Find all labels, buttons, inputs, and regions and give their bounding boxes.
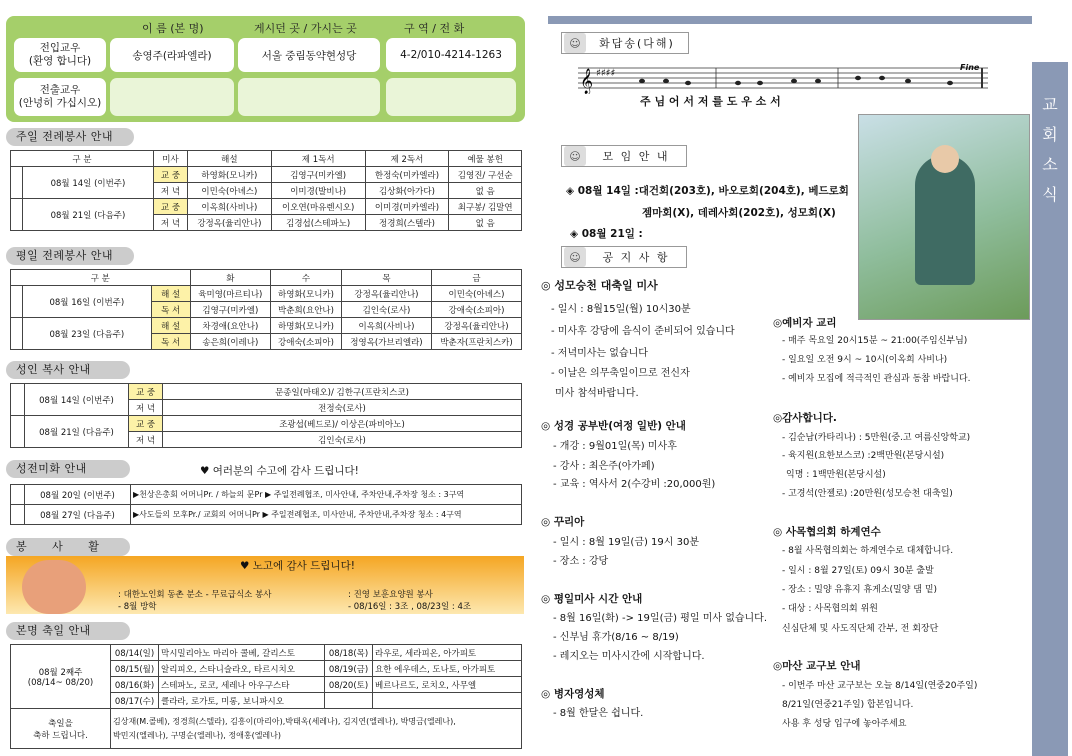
service-right1: : 진영 보훈요양원 봉사: [348, 590, 433, 600]
assumption-head: ◎ 성모승천 대축일 미사: [541, 279, 658, 292]
notice-line: 신심단체 및 사도직단체 간부, 전 회장단: [782, 624, 939, 634]
sick-head: ◎ 병자영성체: [541, 688, 605, 700]
notice-line: - 장소 : 밀양 유휴지 휴게소(밀양 댐 밑): [782, 585, 938, 595]
hymn-box: ☺ 화답송(다해): [561, 32, 689, 54]
member-box: [6, 16, 525, 122]
top-bar: [548, 16, 1032, 24]
priest-icon: ☺: [564, 33, 586, 53]
notice-line: - 일시 : 8월 19일(금) 19시 30분: [553, 537, 700, 548]
notice-line: - 일시 : 8월 27일(토) 09시 30분 출발: [782, 566, 934, 576]
out-label: 전출교우 (안녕히 가십시오): [14, 78, 106, 116]
in-name: 송영주(라파엘라): [110, 38, 234, 72]
notice-line: - 고경석(안젤로) :20만원(성모승천 대축일): [782, 489, 953, 499]
weekday-title: 평일 전례봉사 안내: [6, 247, 134, 265]
bible-head: ◎ 성경 공부반(여정 일반) 안내: [541, 420, 686, 432]
notice-line: - 장소 : 강당: [553, 556, 609, 567]
notice-line: - 저녁미사는 없습니다: [551, 348, 648, 359]
congrats-label: 축일을 축하 드립니다.: [11, 709, 111, 749]
notice-line: - 신부님 휴가(8/16 ~ 8/19): [553, 632, 679, 643]
gather-line1: ◈ 08월 14일 :대건회(203호), 바오로회(204호), 베드로회: [566, 185, 849, 197]
in-label: 전입교우 (환영 합니다): [14, 38, 106, 72]
feast-week: 08월 2째주 (08/14~ 08/20): [11, 645, 111, 709]
congrats-table: 축일을 축하 드립니다. 김상재(M.콜베), 정경희(스텔라), 김흥이(마리아),박태옥(세레나), 김지연(엘레나), 박명금(엘레나), 박민지(엘레나), 구명순(엘레나), 정애홍(엘레나): [10, 708, 522, 749]
side-char: 소: [1042, 155, 1058, 174]
notice-line: - 예비자 모집에 적극적인 관심과 동참 바랍니다.: [782, 374, 971, 384]
notice-line: - 대상 : 사목협의회 위원: [782, 604, 878, 614]
in-place: 서울 중림동약현성당: [238, 38, 380, 72]
notice-line: - 미사후 강당에 음식이 준비되어 있습니다: [551, 326, 735, 337]
notice-line: - 8월 16일(화) -> 19일(금) 평일 미사 없습니다.: [553, 613, 768, 624]
out-name: [110, 78, 234, 116]
gather-line2: 젬마회(X), 데레사회(202호), 성모회(X): [642, 207, 836, 219]
svg-text:𝄞: 𝄞: [580, 69, 594, 94]
service-left2: - 8월 방학: [118, 602, 157, 612]
sunday-table: 구 분 미사 해설 제 1독서 제 2독서 예물 봉헌 08월 14일 (이번주) 교 중 하영화(모니카) 김영구(미카엘) 한정숙(미카엘라) 김영진/ 구선순 저 녁 이민숙(아녜스) 이미경(발비나) 김상화(아가다) 없 음 08월 21일 (다음주) 교 중 이옥희(사비나) 이오연(마유렌시오) 이미경(미카엘라) 최구봉/ 김말연 저 녁 강정옥(율리안나) 김경섭(스테파노) 정경희(스텔라) 없 음: [10, 150, 522, 231]
notice-line: - 일시 : 8월15일(월) 10시30분: [551, 304, 691, 315]
family-illustration-icon: [22, 560, 86, 614]
out-place: [238, 78, 380, 116]
sunday-title: 주일 전례봉사 안내: [6, 128, 134, 146]
notice-line: - 이날은 의무축일이므로 전신자: [551, 368, 690, 379]
painting: [858, 114, 1030, 320]
header-area: 구 역 / 전 화: [404, 22, 465, 35]
notice-line: - 8월 한달은 쉽니다.: [553, 708, 644, 719]
notice-line: - 개강 : 9월01일(목) 미사후: [553, 441, 677, 452]
notice-line: 미사 참석바랍니다.: [555, 388, 639, 399]
weekdaymass-head: ◎ 평일미사 시간 안내: [541, 593, 643, 605]
notice-line: 8/21일(연중21주일) 합본입니다.: [782, 700, 914, 710]
adult-table: 08월 14일 (이번주) 교 중 문종일(마태오)/ 김한구(프란치스코) 저 녁 전정숙(로사) 08월 21일 (다음주) 교 중 조광섭(베드로)/ 이상은(파비아노) 저 녁 김인숙(로사): [10, 383, 522, 448]
thanks-head: ◎감사합니다.: [773, 412, 837, 424]
priest-icon: ☺: [564, 247, 586, 267]
notice-line: - 이번주 마산 교구보는 오늘 8/14일(연중20주일): [782, 681, 978, 691]
kkuri-head: ◎ 꾸리아: [541, 516, 585, 528]
clean-table: 08월 20일 (이번주) ▶천상은총회 어머니Pr. / 하늘의 문Pr ▶ 주일전례협조, 미사안내, 주차안내,주차장 청소 : 3구역 08월 27일 (다음주) ▶사도들의 모후Pr./ 교회의 어머니Pr ▶ 주일전례협조, 미사안내, 주차안내,주차장 청소 : 4구역: [10, 484, 522, 525]
gather-line3: ◈ 08월 21일 :: [570, 228, 643, 240]
notice-line: 사용 후 성당 입구에 놓아주세요: [782, 719, 907, 729]
notice-line: - 김순남(카타리나) : 5만원(중.고 여름신앙학교): [782, 433, 971, 443]
hymn-lyrics: 주 님 어 서 저 를 도 우 소 서: [640, 95, 781, 108]
notice-line: - 강사 : 최은주(아가페): [553, 461, 655, 472]
notice-line: - 8월 사목협의회는 하계연수로 대체합니다.: [782, 546, 954, 556]
hymn-fine: Fine: [960, 63, 980, 72]
adult-title: 성인 복사 안내: [6, 361, 130, 379]
service-left1: : 대한노인회 동촌 분소 - 무료급식소 봉사: [118, 590, 272, 600]
clean-title: 성전미화 안내: [6, 460, 130, 478]
gather-box: ☺ 모 임 안 내: [561, 145, 687, 167]
service-right2: - 08/16일 : 3조 , 08/23일 : 4조: [348, 602, 472, 612]
feast-table: 08월 2째주 (08/14~ 08/20) 08/14(일) 막시밀리아노 마리아 콜베, 갈리스토 08/18(목) 라우로, 세라피온, 아가피토 08/15(월) 알리피오, 스타니슬라오, 타르시치오 08/19(금) 요한 에우데스, 도나토, 아가피토 08/16(화) 스테파노, 로코, 세레나 아우구스타 08/20(토) 베르나르도, 로치오, 사무엘 08/17(수) 클라라, 로가토, 미롱, 보니파시오: [10, 644, 522, 709]
notice-line: - 일요일 오전 9시 ~ 10시(이옥희 사비나): [782, 355, 948, 365]
service-thanks: ♥ 노고에 감사 드립니다!: [240, 560, 355, 572]
catechism-head: ◎예비자 교리: [773, 317, 837, 329]
notice-line: 익명 : 1백만원(본당시설): [786, 470, 886, 480]
notice-line: - 육지원(요한보스코) :2백만원(본당시설): [782, 451, 945, 461]
side-bar: [1032, 62, 1068, 756]
notice-line: - 매주 목요일 20시15분 ~ 21:00(주임신부님): [782, 336, 968, 346]
hymn-staff: [578, 62, 988, 94]
header-place: 게시던 곳 / 가시는 곳: [254, 22, 357, 35]
side-char: 식: [1042, 185, 1058, 204]
service-title: 봉 사 활: [6, 538, 130, 556]
weekday-table: 구 분 화 수 목 금 08월 16일 (이번주) 해 설 육미영(마르티나) 하영화(모니카) 강정옥(율리안나) 이민숙(아녜스) 독 서 김영구(미카엘) 박춘희(요안나) 김인숙(로사) 강애숙(소피아) 08월 23일 (다음주) 해 설 차경애(요안나) 하명화(모니카) 이옥희(사비나) 강정옥(율리안나) 독 서 송은희(이레나) 강애숙(소피아) 정영옥(가브리엘라) 박춘자(프란치스카): [10, 269, 522, 350]
header-name: 이 름 (본 명): [142, 22, 204, 35]
out-area: [386, 78, 516, 116]
feast-title: 본명 축일 안내: [6, 622, 130, 640]
priest-icon: ☺: [564, 146, 586, 166]
side-char: 교: [1042, 95, 1058, 114]
in-area: 4-2/010-4214-1263: [386, 38, 516, 72]
side-char: 회: [1042, 125, 1058, 144]
council-head: ◎ 사목협의회 하계연수: [773, 526, 881, 538]
notice-line: - 교육 : 역사서 2(수강비 :20,000원): [553, 479, 716, 490]
notice-line: - 레지오는 미사시간에 시작합니다.: [553, 651, 705, 662]
svg-text:♯♯♯♯: ♯♯♯♯: [596, 68, 616, 79]
clean-thanks: ♥ 여러분의 수고에 감사 드립니다!: [200, 465, 359, 477]
masan-head: ◎마산 교구보 안내: [773, 660, 861, 672]
notice-box: ☺ 공 지 사 항: [561, 246, 687, 268]
